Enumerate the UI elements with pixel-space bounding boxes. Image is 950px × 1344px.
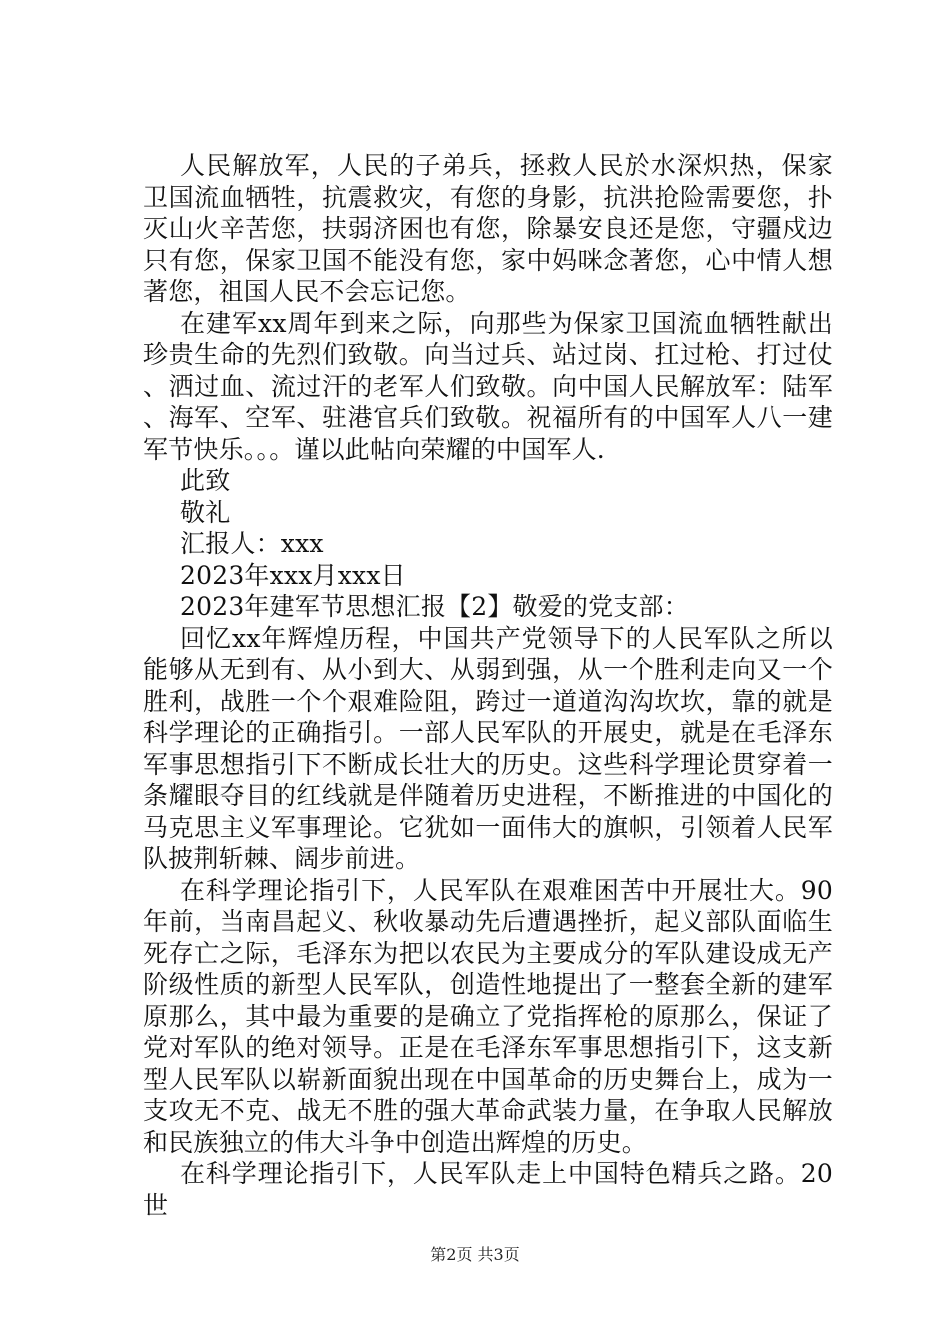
closing-cizhi: 此致 [180, 466, 231, 495]
report-2-heading: 2023年建军节思想汇报【2】敬爱的党支部： [180, 592, 689, 621]
paragraph-tribute: 人民解放军，人民的子弟兵，拯救人民於水深炽热，保家卫国流血牺牲，抗震救灾，有您的身影，抗洪抢险需要您，扑灭山火辛苦您，扶弱济困也有您，除暴安良还是您，守疆戍边只有您，保家卫国不能没有您，家中妈咪念著您，心中情人想著您，祖国人民不会忘记您。 [143, 151, 833, 306]
paragraph-anniversary-salute: 在建军xx周年到来之际，向那些为保家卫国流血牺牲献出珍贵生命的先烈们致敬。向当过兵、站过岗、扛过枪、打过仗、洒过血、流过汗的老军人们致敬。向中国人民解放军：陆军、海军、空军、驻港官兵们致敬。祝福所有的中国军人八一建军节快乐。。。谨以此帖向荣耀的中国军人. [143, 308, 833, 464]
date-line: 2023年xxx月xxx日 [180, 560, 406, 590]
reporter-line: 汇报人：xxx [180, 529, 324, 558]
paragraph-theory-guidance: 在科学理论指引下，人民军队在艰难困苦中开展壮大。90年前，当南昌起义、秋收暴动先后遭遇挫折，起义部队面临生死存亡之际，毛泽东为把以农民为主要成分的军队建设成无产阶级性质的新型人民军队，创造性地提出了一整套全新的建军原那么，其中最为重要的是确立了党指挥枪的原那么，保证了党对军队的绝对领导。正是在毛泽东军事思想指引下，这支新型人民军队以崭新面貌出现在中国革命的历史舞台上，成为一支攻无不克、战无不胜的强大革命武装力量，在争取人民解放和民族独立的伟大斗争中创造出辉煌的历史。 [143, 875, 833, 1157]
page-number-footer: 第2页 共3页 [430, 1245, 520, 1264]
closing-jingli: 敬礼 [180, 497, 231, 527]
document-body [143, 150, 833, 1221]
paragraph-elite-troops: 在科学理论指引下，人民军队走上中国特色精兵之路。20世 [143, 1159, 833, 1220]
paragraph-history-review: 回忆xx年辉煌历程，中国共产党领导下的人民军队之所以能够从无到有、从小到大、从弱到强，从一个胜利走向又一个胜利，战胜一个个艰难险阻，跨过一道道沟沟坎坎，靠的就是科学理论的正确指引。一部人民军队的开展史，就是在毛泽东军事思想指引下不断成长壮大的历史。这些科学理论贯穿着一条耀眼夺目的红线就是伴随着历史进程，不断推进的中国化的马克思主义军事理论。它犹如一面伟大的旗帜，引领着人民军队披荆斩棘、阔步前进。 [143, 623, 833, 873]
